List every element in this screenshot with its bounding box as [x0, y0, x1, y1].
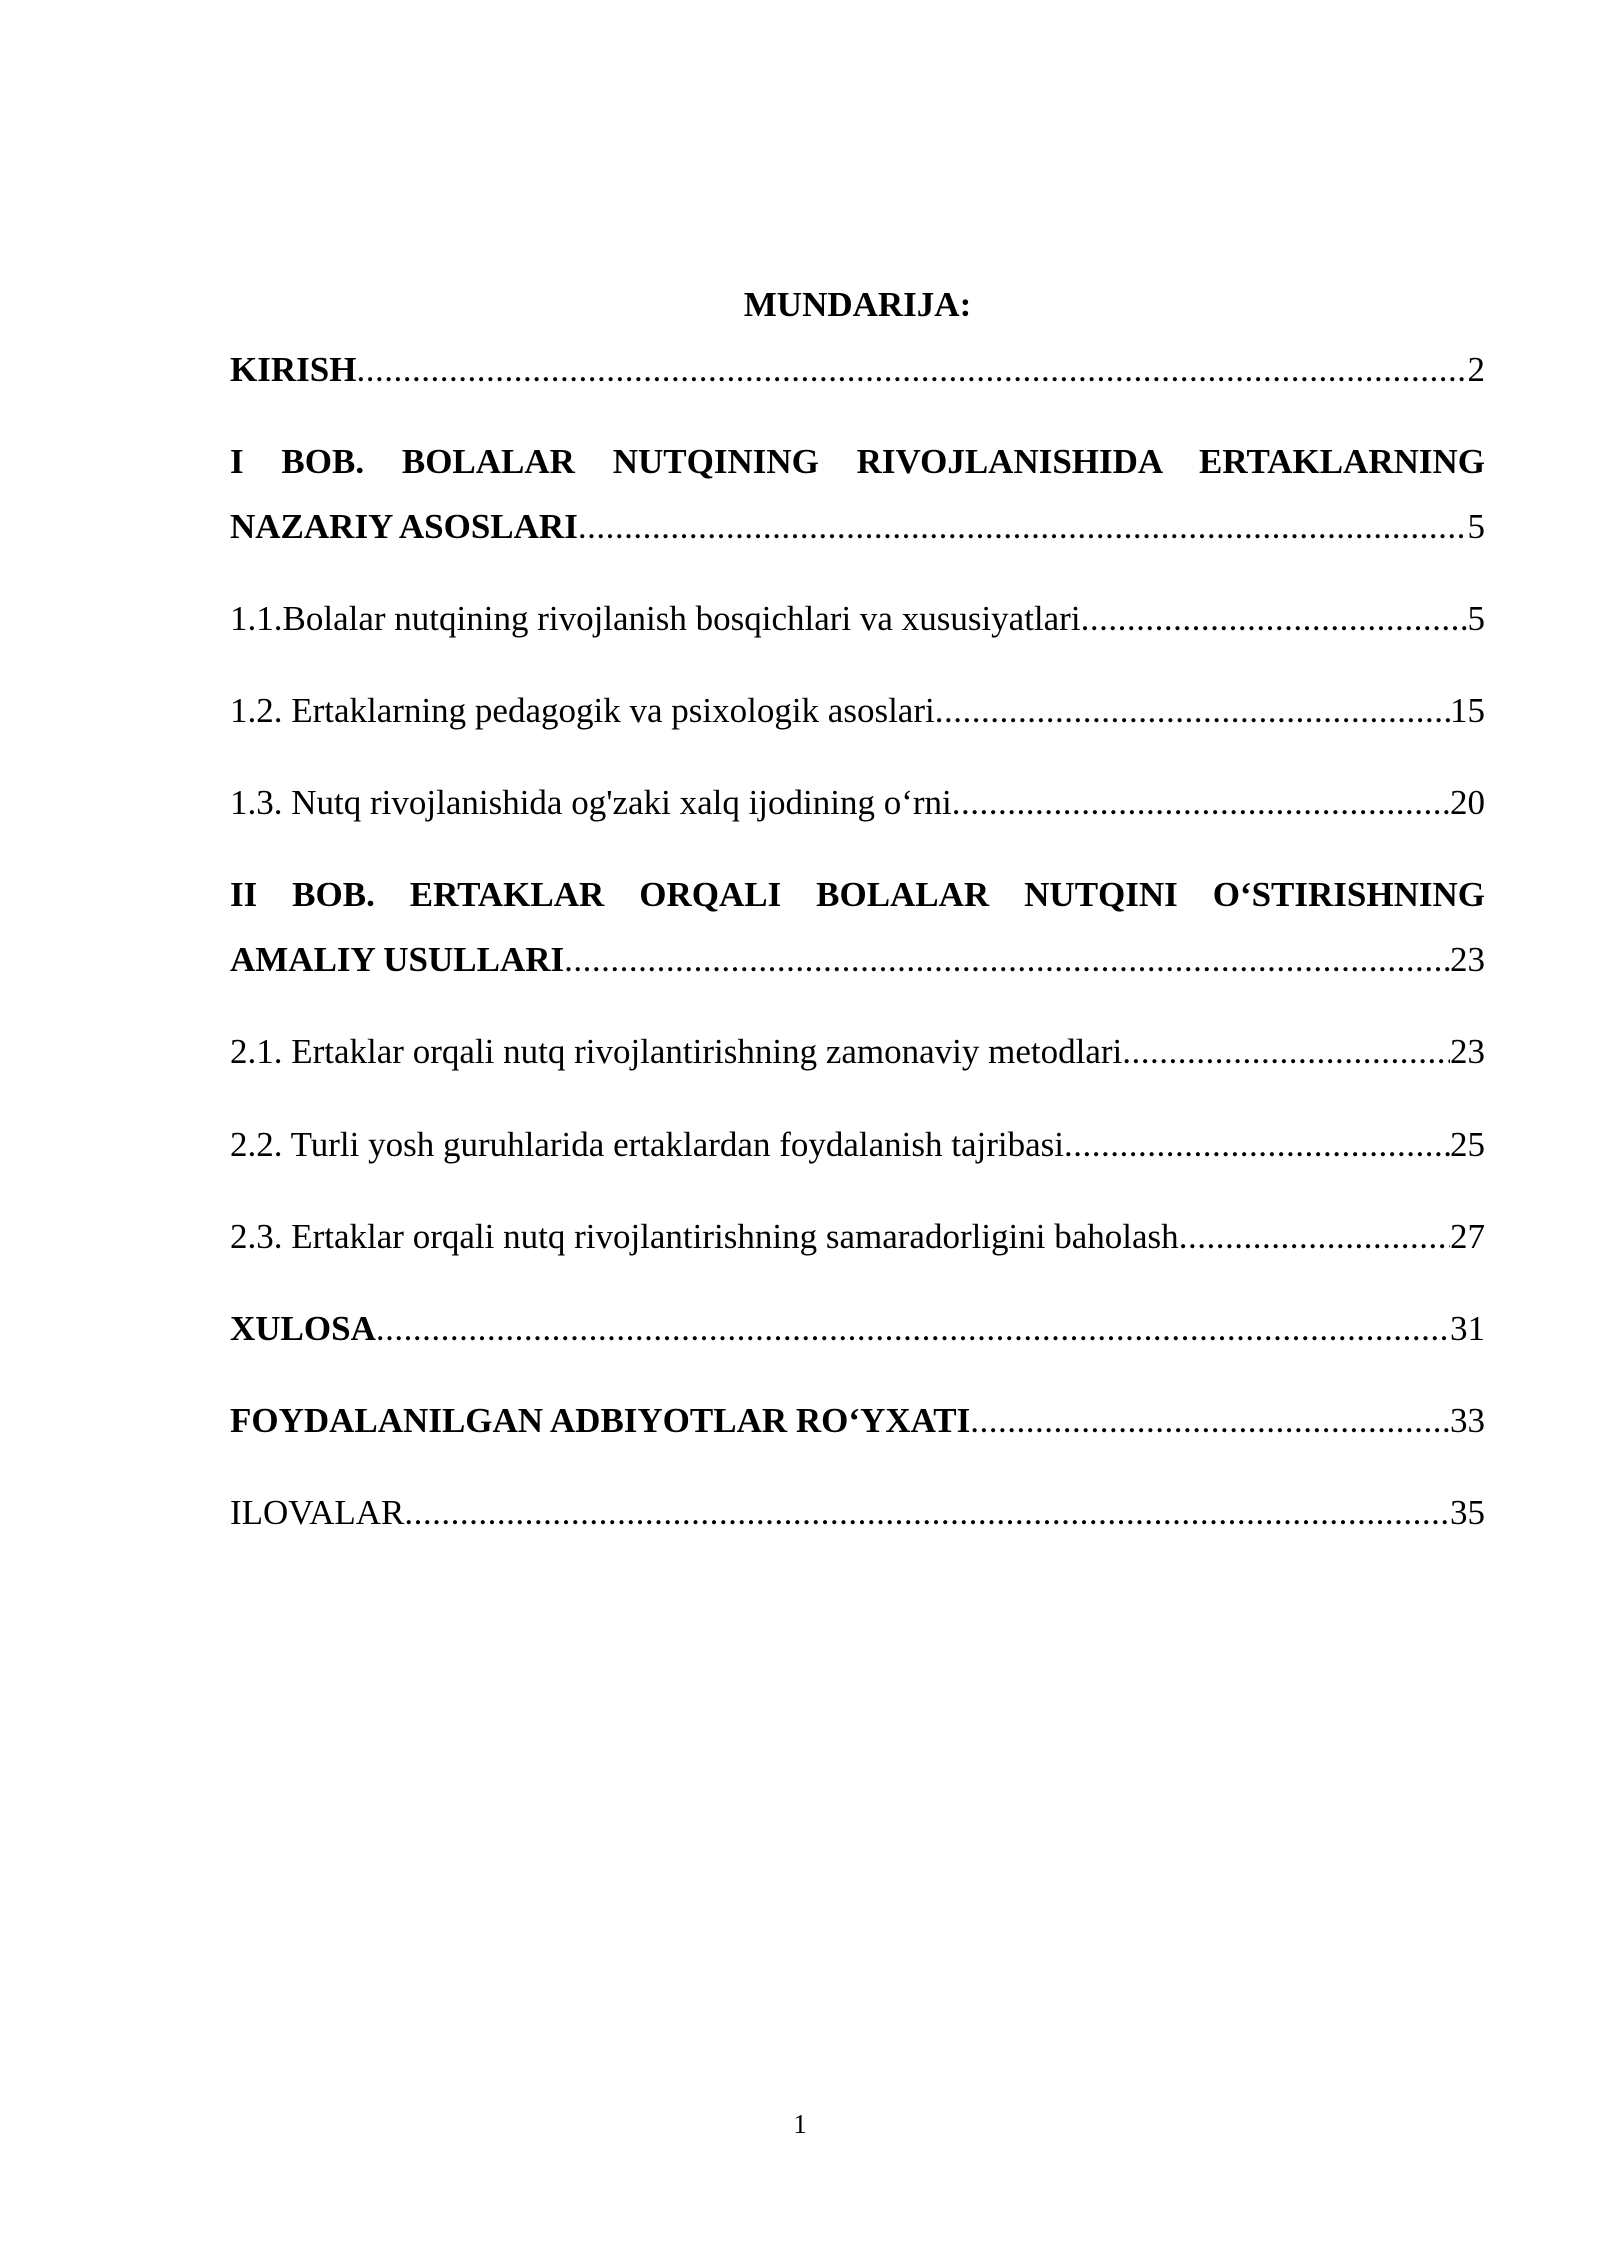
toc-entry-text: XULOSA: [230, 1309, 376, 1348]
toc-entry-page: 25: [1450, 1125, 1485, 1164]
toc-entry-1-3[interactable]: [230, 778, 1485, 828]
dot-leader: [1179, 1212, 1450, 1262]
toc-entry-kirish[interactable]: [230, 345, 1485, 395]
toc-entry-page: 5: [1467, 599, 1485, 638]
dot-leader: [404, 1488, 1450, 1538]
toc-entry-2-2[interactable]: [230, 1120, 1485, 1170]
dot-leader: [1081, 594, 1468, 644]
toc-entry-text: AMALIY USULLARI: [230, 940, 565, 979]
toc-entry-text-line1: I BOB. BOLALAR NUTQINING RIVOJLANISHIDA ERTAKLARNING: [230, 442, 1485, 481]
toc-entry-page: 31: [1450, 1309, 1485, 1348]
dot-leader: [564, 935, 1450, 985]
toc-entry-text-line1: II BOB. ERTAKLAR ORQALI BOLALAR NUTQINI O‘STIRISHNING: [230, 875, 1485, 914]
dot-leader: [578, 502, 1468, 552]
toc-entry-chapter-1[interactable]: [230, 437, 1485, 552]
toc-entry-page: 33: [1450, 1401, 1485, 1440]
toc-entry-page: 5: [1467, 507, 1485, 546]
toc-entry-text: 2.1. Ertaklar orqali nutq rivojlantirishning zamonaviy metodlari: [230, 1032, 1123, 1071]
toc-entry-chapter-2[interactable]: [230, 870, 1485, 985]
toc-entry-page: 23: [1450, 940, 1485, 979]
toc-entry-text: KIRISH: [230, 350, 357, 389]
toc-entry-1-1[interactable]: [230, 594, 1485, 644]
toc-entry-page: 23: [1450, 1032, 1485, 1071]
dot-leader: [1122, 1027, 1450, 1077]
toc-entry-appendices[interactable]: [230, 1488, 1485, 1538]
toc-entry-page: 2: [1467, 350, 1485, 389]
toc-entry-text: 1.2. Ertaklarning pedagogik va psixologik asoslari: [230, 691, 935, 730]
toc-entry-page: 20: [1450, 783, 1485, 822]
dot-leader: [952, 778, 1450, 828]
toc-entry-1-2[interactable]: [230, 686, 1485, 736]
toc-entry-xulosa[interactable]: [230, 1304, 1485, 1354]
toc-entry-page: 15: [1450, 691, 1485, 730]
dot-leader: [935, 686, 1450, 736]
toc-title: MUNDARIJA:: [743, 285, 972, 324]
toc-entry-page: 35: [1450, 1493, 1485, 1532]
toc-entry-2-3[interactable]: [230, 1212, 1485, 1262]
toc-entry-text: 2.3. Ertaklar orqali nutq rivojlantirishning samaradorligini baholash: [230, 1217, 1179, 1256]
dot-leader: [970, 1396, 1450, 1446]
toc-entry-text: 1.3. Nutq rivojlanishida og'zaki xalq ijodining o‘rni: [230, 783, 952, 822]
dot-leader: [356, 345, 1467, 395]
toc-entry-references[interactable]: [230, 1396, 1485, 1446]
toc-entry-text: 1.1.Bolalar nutqining rivojlanish bosqichlari va xususiyatlari: [230, 599, 1081, 638]
toc-entry-text: 2.2. Turli yosh guruhlarida ertaklardan foydalanish tajribasi: [230, 1125, 1065, 1164]
page-number: 1: [793, 2109, 807, 2139]
toc-entry-text: NAZARIY ASOSLARI: [230, 507, 578, 546]
toc-entry-page: 27: [1450, 1217, 1485, 1256]
toc-entry-2-1[interactable]: [230, 1027, 1485, 1077]
toc-entry-text: ILOVALAR: [230, 1493, 405, 1532]
toc-entry-text: FOYDALANILGAN ADBIYOTLAR RO‘YXATI: [230, 1401, 971, 1440]
dot-leader: [1064, 1120, 1450, 1170]
dot-leader: [376, 1304, 1450, 1354]
